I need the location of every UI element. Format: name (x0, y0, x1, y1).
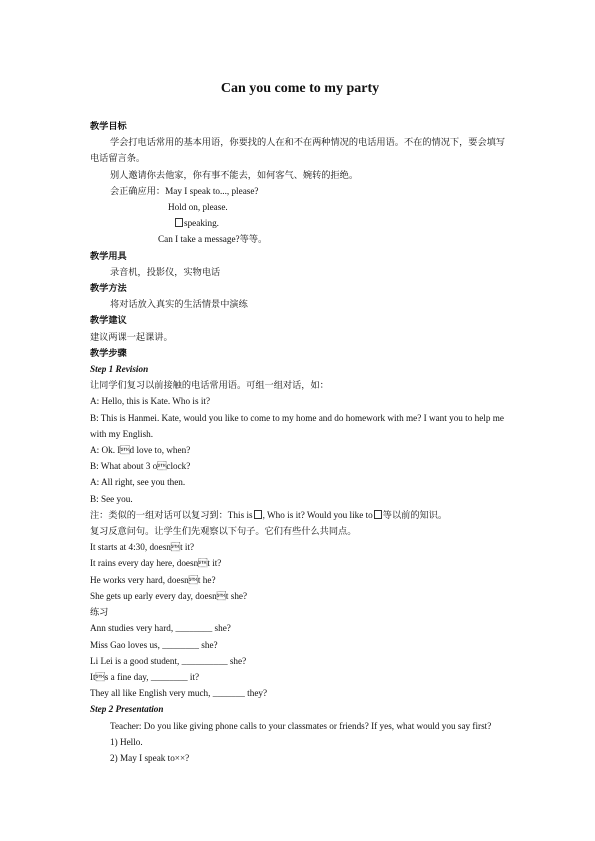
dialogue-line-4: B: What about 3 oclock? (90, 461, 191, 472)
objectives-usage-speaking (90, 215, 510, 231)
tag-question-3: He works very hard, doesnt he? (90, 574, 216, 585)
objectives-heading: 教学目标 (90, 121, 127, 131)
step2-teacher: Teacher: Do you like giving phone calls to your classmates or friends? If yes, what would you say first? (110, 720, 492, 731)
tools-heading: 教学用具 (90, 250, 127, 261)
tag-question-4: She gets up early every day, doesnt she? (90, 590, 248, 601)
blank-box-icon (254, 510, 262, 519)
exercise-5: They all like English very much, _______ they? (90, 688, 268, 699)
exercise-4: Its a fine day, ________ it? (90, 671, 200, 682)
note-part-b: , Who is it? Would you like to (262, 509, 373, 520)
step1-note (90, 507, 510, 523)
speaking-text: speaking. (184, 218, 219, 229)
methods-heading: 教学方法 (90, 283, 127, 294)
suggestion-heading: 教学建议 (90, 315, 127, 326)
objectives-paragraph-2: 别人邀请你去他家，你有事不能去，如何客气、婉转的拒绝。 (110, 169, 359, 180)
dialogue-line-2: B: This is Hanmei. Kate, would you like to come to my home and do homework with me? I want you to help me with my English. (90, 412, 504, 439)
practice-heading: 练习 (90, 607, 109, 618)
blank-box-icon (175, 218, 183, 227)
tag-question-1: It starts at 4:30, doesnt it? (90, 542, 195, 553)
step1-intro: 让同学们复习以前接触的电话常用语。可组一组对话，如： (90, 380, 329, 391)
step2-answer-2: 2) May I speak to××? (110, 752, 190, 763)
dialogue-line-3: A: Ok. Id love to, when? (90, 445, 191, 456)
dialogue-line-5: A: All right, see you then. (90, 477, 186, 488)
exercise-1: Ann studies very hard, ________ she? (90, 623, 231, 634)
objectives-usage-lead: 会正确应用：May I speak to..., please? (110, 185, 259, 196)
dialogue-line-6: B: See you. (90, 493, 133, 504)
blank-box-icon (374, 510, 382, 519)
tag-question-2: It rains every day here, doesnt it? (90, 558, 222, 569)
document-title: Can you come to my party (220, 81, 380, 96)
exercise-3: Li Lei is a good student, __________ she? (90, 655, 247, 666)
objectives-usage-message: Can I take a message?等等。 (158, 234, 268, 245)
step2-label: Step 2 Presentation (90, 704, 164, 715)
document-page (90, 80, 510, 766)
objectives-paragraph-1: 学会打电话常用的基本用语，你要找的人在和不在两种情况的电话用语。不在的情况下，要会填写电话留言条。 (90, 137, 506, 164)
dialogue-line-1: A: Hello, this is Kate. Who is it? (90, 396, 211, 407)
note-part-a: 注：类似的一组对话可以复习到：This is (90, 509, 253, 520)
exercise-2: Miss Gao loves us, ________ she? (90, 639, 218, 650)
step1-review: 复习反意问句。让学生们先观察以下句子。它们有些什么共同点。 (90, 526, 357, 537)
step2-answer-1: 1) Hello. (110, 736, 143, 747)
methods-text: 将对话放入真实的生活情景中演练 (110, 299, 248, 310)
tools-text: 录音机，投影仪，实物电话 (110, 266, 221, 277)
note-part-c: 等以前的知识。 (382, 509, 448, 520)
step1-label: Step 1 Revision (90, 364, 149, 375)
steps-heading: 教学步骤 (90, 347, 127, 358)
suggestion-text: 建议两课一起课讲。 (90, 331, 173, 342)
objectives-usage-hold: Hold on, please. (168, 202, 228, 213)
